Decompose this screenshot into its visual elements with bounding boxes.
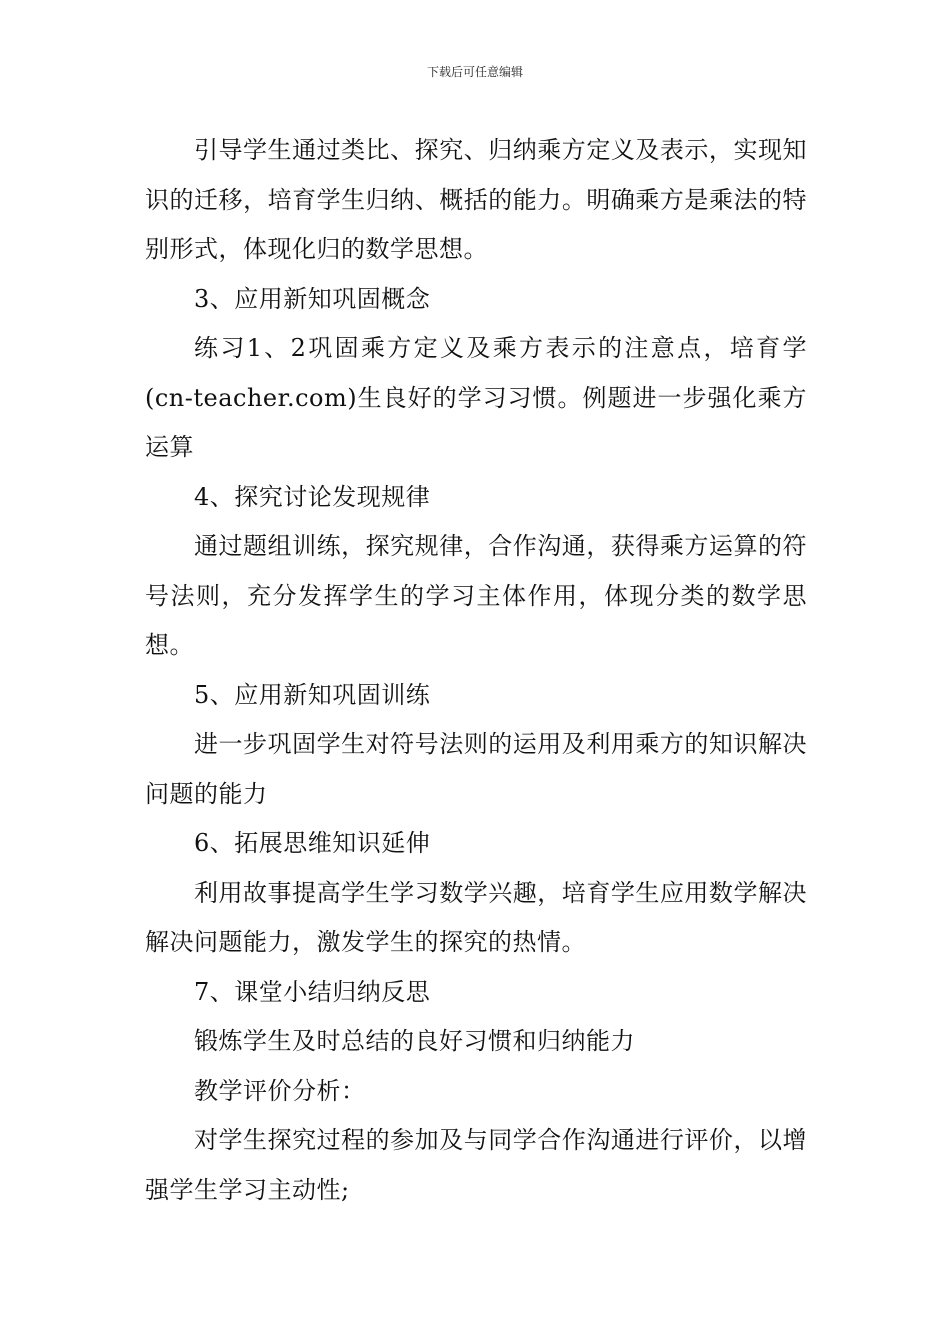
section-heading-3: 3、应用新知巩固概念: [194, 284, 431, 313]
section-heading-7: 7、课堂小结归纳反思: [194, 977, 431, 1006]
page-header: 下载后可任意编辑: [426, 65, 523, 79]
paragraph-6: 利用故事提高学生学习数学兴趣，培育学生应用数学解决解决问题能力，激发学生的探究的热情。: [145, 878, 807, 956]
paragraph-3: 练习1、2巩固乘方定义及乘方表示的注意点，培育学(cn-teacher.com)生良好的学习习惯。例题进一步强化乘方运算: [145, 334, 807, 461]
section-heading-5: 5、应用新知巩固训练: [194, 680, 431, 709]
section-heading-4: 4、探究讨论发现规律: [194, 482, 431, 511]
paragraph-4: 通过题组训练，探究规律，合作沟通，获得乘方运算的符号法则，充分发挥学生的学习主体作用，体现分类的数学思想。: [145, 532, 807, 659]
section-heading-6: 6、拓展思维知识延伸: [194, 829, 431, 857]
document-body: [145, 126, 807, 1215]
paragraph-evaluation: 对学生探究过程的参加及与同学合作沟通进行评价，以增强学生学习主动性;: [145, 1126, 807, 1204]
paragraph-7: 锻炼学生及时总结的良好习惯和归纳能力: [194, 1027, 635, 1055]
section-heading-evaluation: 教学评价分析：: [194, 1076, 366, 1105]
paragraph-intro: 引导学生通过类比、探究、归纳乘方定义及表示，实现知识的迁移，培育学生归纳、概括的能力。明确乘方是乘法的特别形式，体现化归的数学思想。: [145, 136, 807, 263]
paragraph-5: 进一步巩固学生对符号法则的运用及利用乘方的知识解决问题的能力: [145, 730, 807, 808]
